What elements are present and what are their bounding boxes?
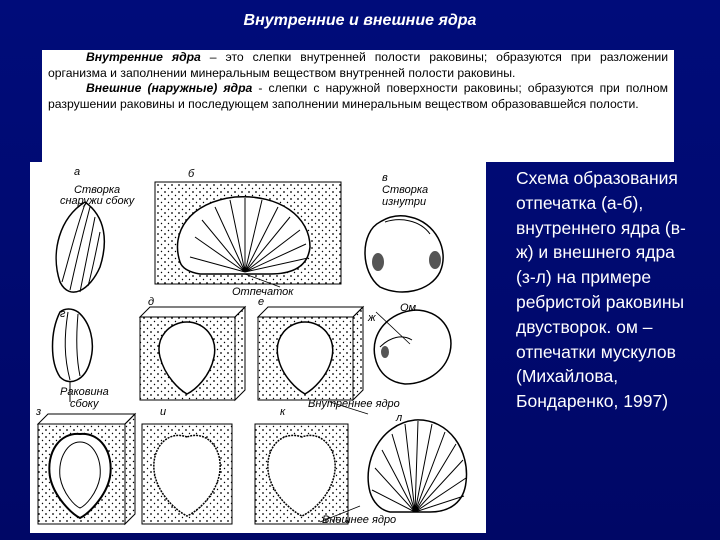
- label-imprint: Отпечаток: [232, 286, 294, 298]
- block-outer-core-k: [255, 424, 348, 524]
- outer-core-shell: [368, 420, 466, 512]
- letter-v: в: [382, 172, 388, 184]
- block-outer-core-i: [142, 424, 232, 524]
- caption-line: (Михайлова,: [516, 366, 619, 387]
- label-inside-line2: изнутри: [382, 196, 427, 208]
- shell-diagram-drawing: [30, 162, 486, 533]
- shell-outside-side: [56, 202, 104, 292]
- letter-g: г: [60, 308, 66, 320]
- cube-outer-core-z: [38, 414, 135, 524]
- label-shell-side-line2: сбоку: [70, 398, 99, 410]
- caption-line: отпечатки мускулов: [516, 341, 676, 362]
- letter-e: е: [258, 296, 265, 308]
- shell-diagram: [30, 162, 486, 533]
- imprint-block: [155, 182, 341, 287]
- inner-core-term: Внутренние ядра: [86, 50, 201, 64]
- caption-line: Бондаренко, 1997): [516, 391, 669, 412]
- label-outside-line1: Створка: [74, 184, 121, 196]
- label-om: Ом: [400, 302, 417, 314]
- inner-core-text: – это слепки внутренней полости раковины; образуются при разложении организма и заполнении минеральным веществом внутренней полости раковины.: [48, 50, 669, 80]
- outer-core-definition: [48, 81, 668, 112]
- label-shell-side-line1: Раковина: [60, 386, 109, 398]
- outer-core-term: Внешние (наружные) ядра: [86, 81, 253, 96]
- label-outer-core: Внешнее ядро: [322, 514, 397, 526]
- caption-line: внутреннего ядра (в-: [516, 217, 686, 238]
- caption-line: ж) и внешнего ядра: [516, 242, 675, 263]
- cube-inner-core-d: [140, 307, 245, 400]
- inner-core-definition: [48, 50, 668, 81]
- label-outside-line2: снаружи сбоку: [60, 195, 135, 207]
- label-inside-line1: Створка: [382, 184, 429, 196]
- letter-zh: ж: [368, 312, 376, 324]
- caption-line: двустворок. ом –: [516, 316, 653, 337]
- figure-caption: [516, 166, 714, 414]
- letter-a: а: [74, 166, 81, 178]
- outer-core-text: - слепки с наружной поверхности раковины; образуются при полном разрушении раковины и последующем заполнении минеральным веществом образовавшейся полости.: [48, 81, 668, 111]
- caption-line: Схема образования: [516, 168, 678, 188]
- label-inner-core: Внутреннее ядро: [308, 398, 400, 410]
- definitions-text: [42, 50, 674, 162]
- letter-b: б: [188, 168, 195, 180]
- caption-line: ребристой раковины: [516, 291, 685, 312]
- slide-title: Внутренние и внешние ядра: [243, 12, 477, 29]
- caption-line: отпечатка (а-б),: [516, 192, 644, 213]
- shell-inside: [365, 216, 443, 292]
- letter-d: д: [148, 296, 155, 308]
- caption-line: (з-л) на примере: [516, 267, 652, 288]
- letter-i: и: [160, 406, 167, 418]
- letter-z: з: [36, 406, 42, 418]
- letter-k: к: [280, 406, 286, 418]
- letter-l: л: [396, 412, 403, 424]
- cube-inner-core-e: [258, 307, 363, 400]
